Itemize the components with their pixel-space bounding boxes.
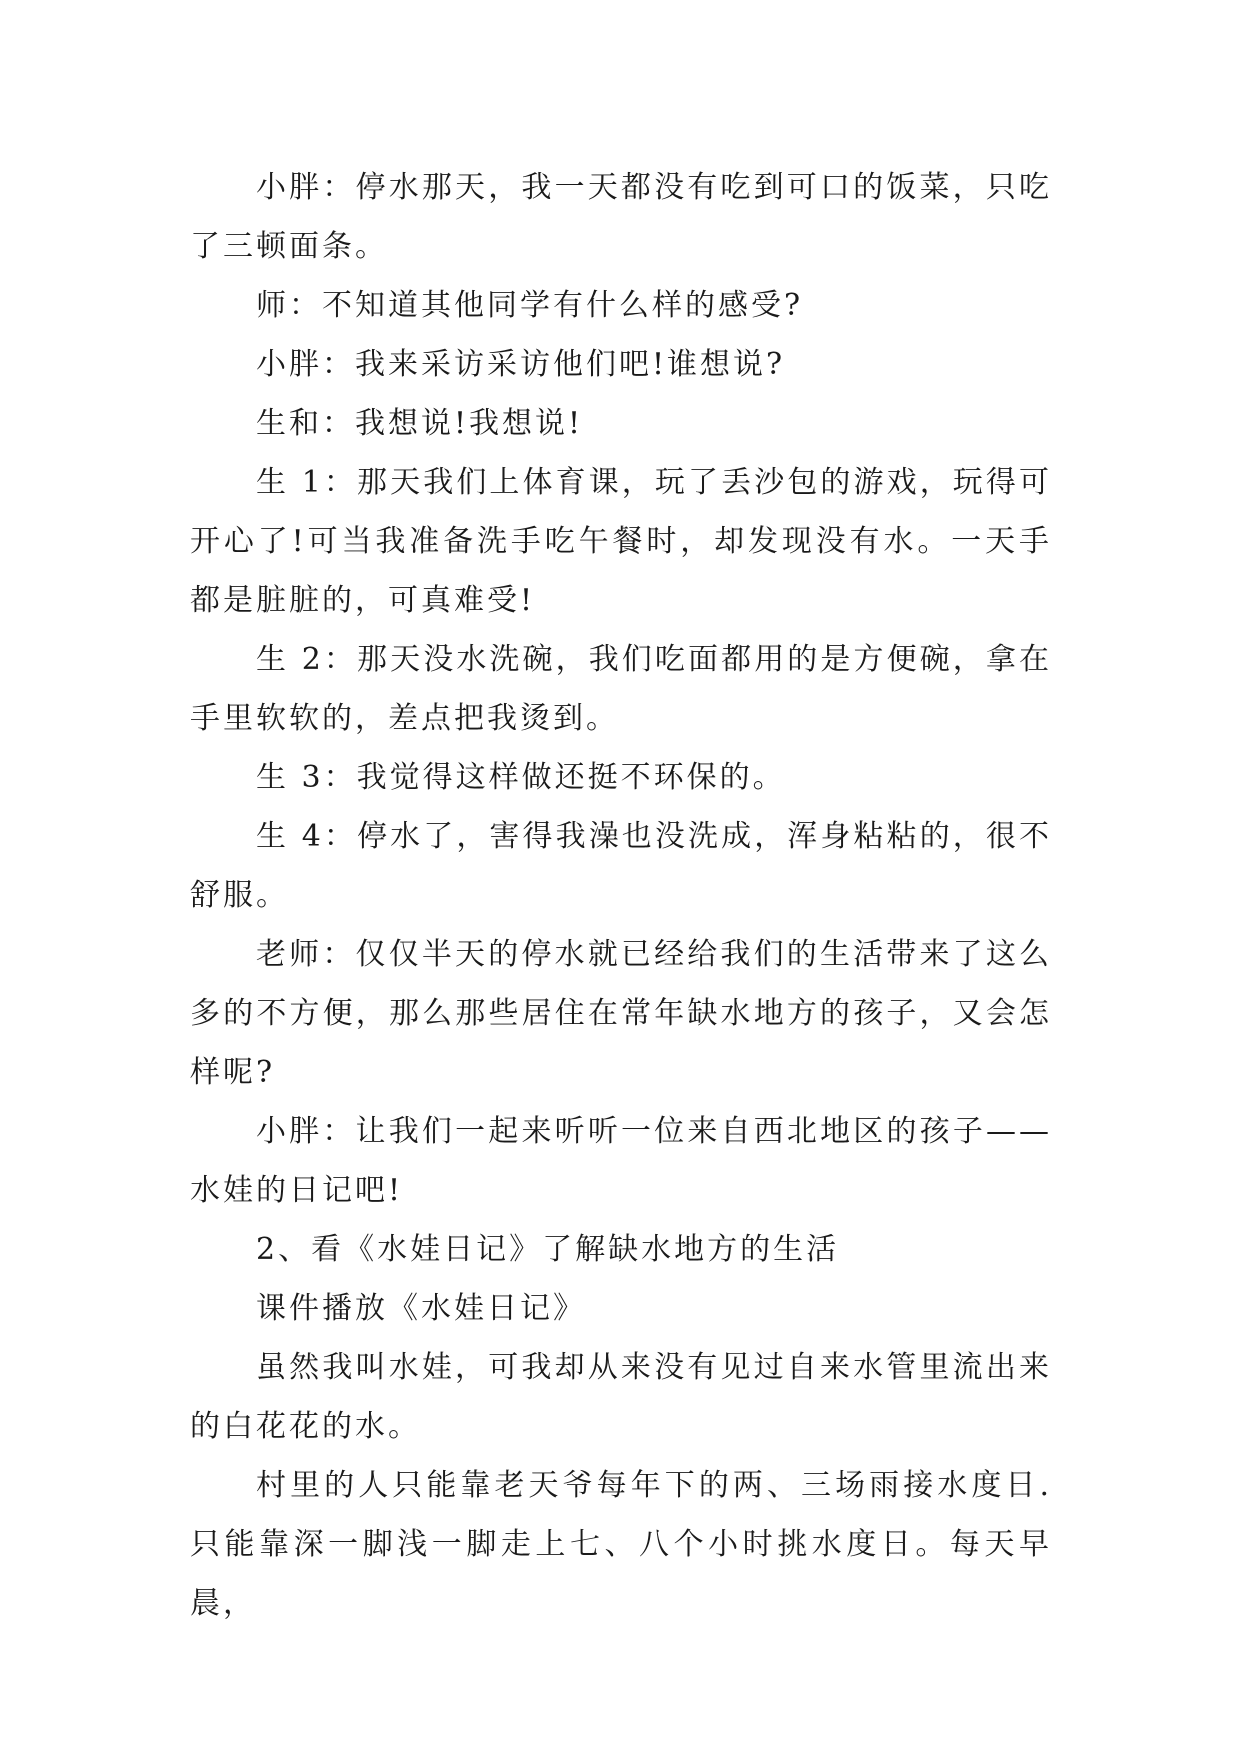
paragraph-teacher-remark: 老师：仅仅半天的停水就已经给我们的生活带来了这么多的不方便，那么那些居住在常年缺水地方的孩子，又会怎样呢? — [190, 937, 1052, 1090]
paragraph-student-1: 生 1：那天我们上体育课，玩了丢沙包的游戏，玩得可开心了!可当我准备洗手吃午餐时，却发现没有水。一天手都是脏脏的，可真难受! — [190, 465, 1052, 618]
paragraph-teacher-question: 师：不知道其他同学有什么样的感受? — [256, 288, 804, 323]
paragraph-xiaopang-diary-intro: 小胖：让我们一起来听听一位来自西北地区的孩子——水娃的日记吧! — [190, 1114, 1052, 1208]
paragraph-student-3: 生 3：我觉得这样做还挺不环保的。 — [256, 760, 786, 795]
section-heading-diary: 2、看《水娃日记》了解缺水地方的生活 — [256, 1232, 840, 1267]
paragraph-student-4: 生 4：停水了，害得我澡也没洗成，浑身粘粘的，很不舒服。 — [190, 819, 1052, 913]
paragraph-xiaopang-interview: 小胖：我来采访采访他们吧!谁想说? — [256, 347, 786, 382]
document-body — [190, 158, 1052, 1633]
paragraph-student-2: 生 2：那天没水洗碗，我们吃面都用的是方便碗，拿在手里软软的，差点把我烫到。 — [190, 642, 1052, 736]
paragraph-students-reply: 生和：我想说!我想说! — [256, 406, 584, 441]
paragraph-xiaopang-no-water: 小胖：停水那天，我一天都没有吃到可口的饭菜，只吃了三顿面条。 — [190, 170, 1052, 264]
paragraph-courseware-play: 课件播放《水娃日记》 — [256, 1291, 586, 1326]
paragraph-diary-text-1: 虽然我叫水娃，可我却从来没有见过自来水管里流出来的白花花的水。 — [190, 1350, 1052, 1444]
paragraph-diary-text-2: 村里的人只能靠老天爷每年下的两、三场雨接水度日.只能靠深一脚浅一脚走上七、八个小时挑水度日。每天早晨， — [190, 1468, 1052, 1621]
